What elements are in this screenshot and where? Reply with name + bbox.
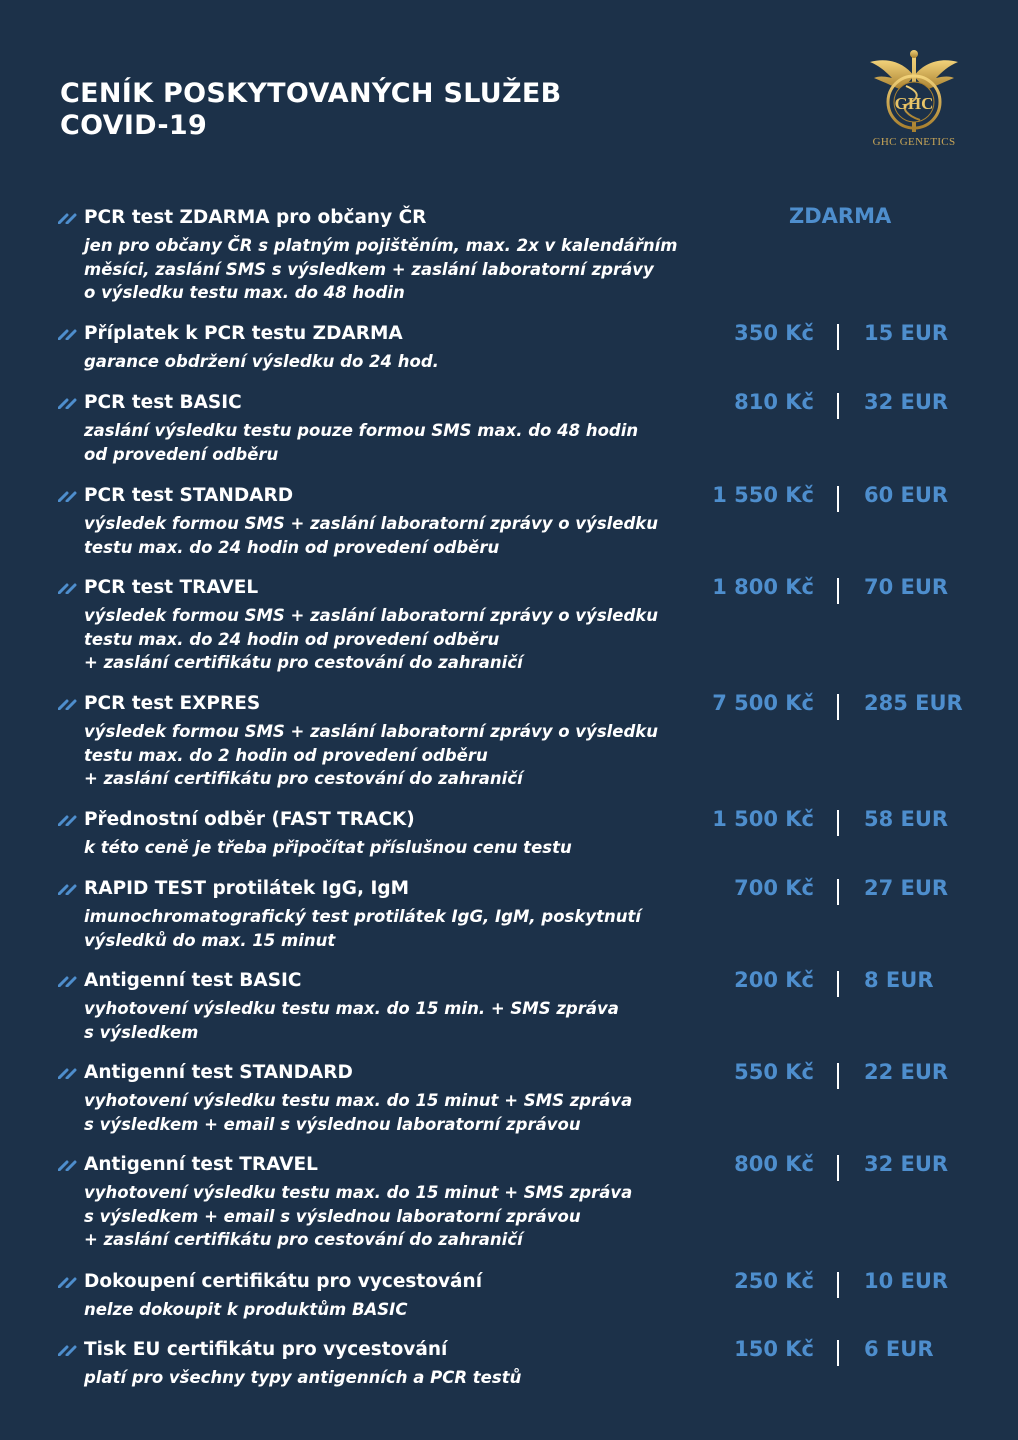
price-czk: 1 550 Kč <box>712 483 814 507</box>
price-eur: 22 EUR <box>864 1060 949 1084</box>
item-name: RAPID TEST protilátek IgG, IgM <box>84 878 409 899</box>
item-description <box>84 836 704 860</box>
item-description <box>84 1089 704 1136</box>
description-line: imunochromatografický test protilátek IgG, IgM, poskytnutí <box>84 907 642 926</box>
double-slash-icon <box>58 395 78 409</box>
price-czk: 200 Kč <box>734 968 814 992</box>
item-description <box>84 234 704 305</box>
item-name: PCR test TRAVEL <box>84 577 259 598</box>
description-line: testu max. do 2 hodin od provedení odběru <box>84 745 488 765</box>
item-name: PCR test ZDARMA pro občany ČR <box>84 207 427 228</box>
description-line: vyhotovení výsledku testu max. do 15 minut + SMS zpráva <box>84 1091 633 1110</box>
description-line: + zaslání certifikátu pro cestování do zahraničí <box>84 653 523 672</box>
item-description <box>84 997 704 1044</box>
price-eur: 27 EUR <box>864 876 949 900</box>
item-description <box>84 1366 704 1390</box>
description-line: od provedení odběru <box>84 444 279 464</box>
page-title <box>60 78 562 142</box>
double-slash-icon <box>58 812 78 826</box>
description-line: s výsledkem + email s výslednou laboratorní zprávou <box>84 1206 581 1226</box>
price-eur: 32 EUR <box>864 390 949 414</box>
price-czk: 1 800 Kč <box>712 575 814 599</box>
title-line-2: COVID-19 <box>60 110 208 141</box>
price-separator <box>837 694 839 720</box>
price-separator <box>837 578 839 604</box>
item-description <box>84 720 704 791</box>
description-line: testu max. do 24 hodin od provedení odběru <box>84 629 500 649</box>
item-description <box>84 604 704 675</box>
description-line: zaslání výsledku testu pouze formou SMS max. do 48 hodin <box>84 421 639 440</box>
item-name: PCR test STANDARD <box>84 485 294 506</box>
price-eur: 58 EUR <box>864 807 949 831</box>
ghc-genetics-logo <box>862 46 966 156</box>
item-name: PCR test EXPRES <box>84 693 261 714</box>
price-separator <box>837 1272 839 1298</box>
double-slash-icon <box>58 973 78 987</box>
logo-text: GHC GENETICS <box>872 136 956 148</box>
price-eur: 10 EUR <box>864 1269 949 1293</box>
double-slash-icon <box>58 1274 78 1288</box>
description-line: nelze dokoupit k produktům BASIC <box>84 1300 408 1319</box>
double-slash-icon <box>58 1157 78 1171</box>
title-line-1: CENÍK POSKYTOVANÝCH SLUŽEB <box>60 78 562 109</box>
description-line: měsíci, zaslání SMS s výsledkem + zaslání laboratorní zprávy <box>84 259 654 279</box>
price-separator <box>837 810 839 836</box>
description-line: vyhotovení výsledku testu max. do 15 minut + SMS zpráva <box>84 1183 633 1202</box>
price-separator <box>837 1063 839 1089</box>
price-separator <box>837 393 839 419</box>
description-line: výsledek formou SMS + zaslání laboratorní zprávy o výsledku <box>84 722 659 741</box>
price-czk: 550 Kč <box>734 1060 814 1084</box>
price-eur: 8 EUR <box>864 968 934 992</box>
description-line: výsledků do max. 15 minut <box>84 930 336 950</box>
item-description <box>84 350 704 374</box>
double-slash-icon <box>58 326 78 340</box>
price-free: ZDARMA <box>789 204 892 228</box>
double-slash-icon <box>58 210 78 224</box>
item-name: Antigenní test BASIC <box>84 970 302 991</box>
price-eur: 70 EUR <box>864 575 949 599</box>
price-separator <box>837 879 839 905</box>
description-line: s výsledkem <box>84 1022 199 1042</box>
item-name: Příplatek k PCR testu ZDARMA <box>84 323 403 344</box>
item-name: PCR test BASIC <box>84 392 242 413</box>
item-name: Dokoupení certifikátu pro vycestování <box>84 1271 483 1292</box>
description-line: výsledek formou SMS + zaslání laboratorní zprávy o výsledku <box>84 606 659 625</box>
item-name: Antigenní test STANDARD <box>84 1062 353 1083</box>
price-czk: 810 Kč <box>734 390 814 414</box>
price-separator <box>837 324 839 350</box>
price-czk: 800 Kč <box>734 1152 814 1176</box>
description-line: jen pro občany ČR s platným pojištěním, max. 2x v kalendářním <box>84 236 678 255</box>
description-line: o výsledku testu max. do 48 hodin <box>84 283 405 302</box>
double-slash-icon <box>58 1065 78 1079</box>
double-slash-icon <box>58 1342 78 1356</box>
item-description <box>84 905 704 952</box>
description-line: + zaslání certifikátu pro cestování do zahraničí <box>84 1230 523 1249</box>
price-czk: 150 Kč <box>734 1337 814 1361</box>
description-line: s výsledkem + email s výslednou laboratorní zprávou <box>84 1114 581 1134</box>
price-eur: 15 EUR <box>864 321 949 345</box>
price-separator <box>837 1340 839 1366</box>
description-line: vyhotovení výsledku testu max. do 15 min. + SMS zpráva <box>84 999 619 1018</box>
item-description <box>84 419 704 466</box>
price-czk: 350 Kč <box>734 321 814 345</box>
item-name: Tisk EU certifikátu pro vycestování <box>84 1339 448 1360</box>
description-line: výsledek formou SMS + zaslání laboratorní zprávy o výsledku <box>84 514 659 533</box>
price-eur: 285 EUR <box>864 691 963 715</box>
item-description <box>84 1181 704 1252</box>
description-line: + zaslání certifikátu pro cestování do zahraničí <box>84 769 523 788</box>
price-czk: 1 500 Kč <box>712 807 814 831</box>
item-name: Přednostní odběr (FAST TRACK) <box>84 809 415 830</box>
price-eur: 32 EUR <box>864 1152 949 1176</box>
price-czk: 700 Kč <box>734 876 814 900</box>
price-separator <box>837 1155 839 1181</box>
double-slash-icon <box>58 580 78 594</box>
double-slash-icon <box>58 696 78 710</box>
double-slash-icon <box>58 488 78 502</box>
double-slash-icon <box>58 881 78 895</box>
item-description <box>84 512 704 559</box>
price-eur: 6 EUR <box>864 1337 934 1361</box>
description-line: garance obdržení výsledku do 24 hod. <box>84 352 439 371</box>
price-eur: 60 EUR <box>864 483 949 507</box>
caduceus-icon <box>862 46 966 138</box>
price-czk: 7 500 Kč <box>712 691 814 715</box>
price-separator <box>837 971 839 997</box>
item-name: Antigenní test TRAVEL <box>84 1154 318 1175</box>
description-line: platí pro všechny typy antigenních a PCR testů <box>84 1368 522 1387</box>
item-description <box>84 1298 704 1322</box>
description-line: testu max. do 24 hodin od provedení odběru <box>84 537 500 557</box>
price-separator <box>837 486 839 512</box>
logo-letters: GHC <box>894 94 934 113</box>
description-line: k této ceně je třeba připočítat příslušnou cenu testu <box>84 838 572 857</box>
price-czk: 250 Kč <box>734 1269 814 1293</box>
